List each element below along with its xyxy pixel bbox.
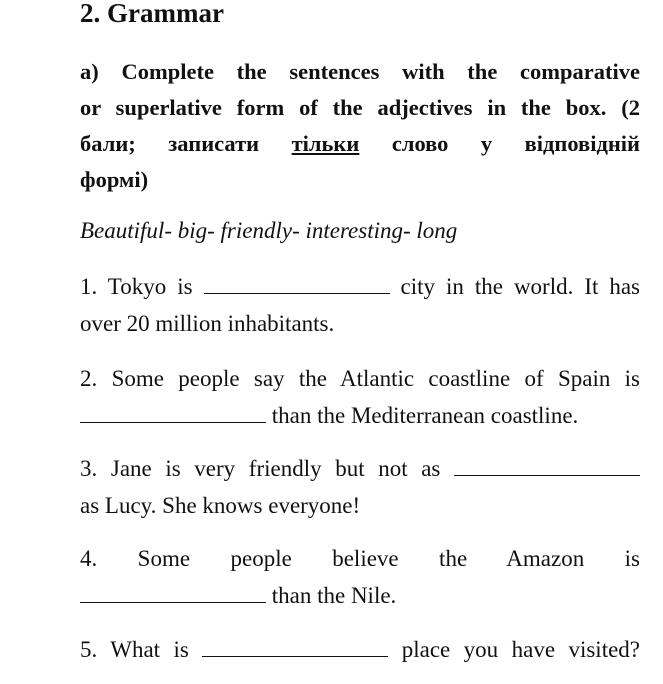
item-line [80, 268, 640, 305]
item-line: over 20 million inhabitants. [80, 311, 335, 336]
emphasis-only: тільки [291, 131, 360, 156]
item-line [80, 450, 640, 487]
item-text: place you have visited? [401, 637, 641, 662]
item-text: 1. Tokyo is [80, 274, 193, 299]
section-title: 2. Grammar [80, 0, 224, 28]
item-text: 5. What is [80, 637, 189, 662]
exercise-item-5 [80, 631, 640, 668]
answer-blank[interactable] [454, 455, 640, 476]
item-line [80, 577, 640, 614]
item-line: 2. Some people say the Atlantic coastline of Spain is [80, 366, 640, 391]
item-text: city in the world. It has [400, 274, 641, 299]
answer-blank[interactable] [204, 273, 390, 294]
task-instructions [80, 54, 640, 198]
item-text: than the Mediterranean coastline. [271, 403, 579, 428]
adjective-word-box: Beautiful- big- friendly- interesting- long [80, 218, 458, 243]
item-line [80, 397, 640, 434]
exercise-item-3 [80, 450, 640, 524]
answer-blank[interactable] [80, 402, 266, 423]
item-text: than the Nile. [271, 583, 397, 608]
task-text: слово у відповідній [391, 131, 641, 156]
task-line-3 [80, 126, 640, 162]
answer-blank[interactable] [202, 636, 388, 657]
task-line-1: a) Complete the sentences with the comparative [80, 59, 640, 84]
task-line-4: формі) [80, 167, 149, 192]
answer-blank[interactable] [80, 582, 266, 603]
task-text: бали; записати [80, 131, 260, 156]
item-text: 3. Jane is very friendly but not as [80, 456, 441, 481]
exercise-item-4 [80, 540, 640, 614]
item-line: 4. Some people believe the Amazon is [80, 546, 640, 571]
exercise-item-1 [80, 268, 640, 342]
item-line [80, 631, 640, 668]
item-line: as Lucy. She knows everyone! [80, 493, 361, 518]
task-line-2: or superlative form of the adjectives in the box. (2 [80, 95, 640, 120]
exercise-item-2 [80, 360, 640, 434]
